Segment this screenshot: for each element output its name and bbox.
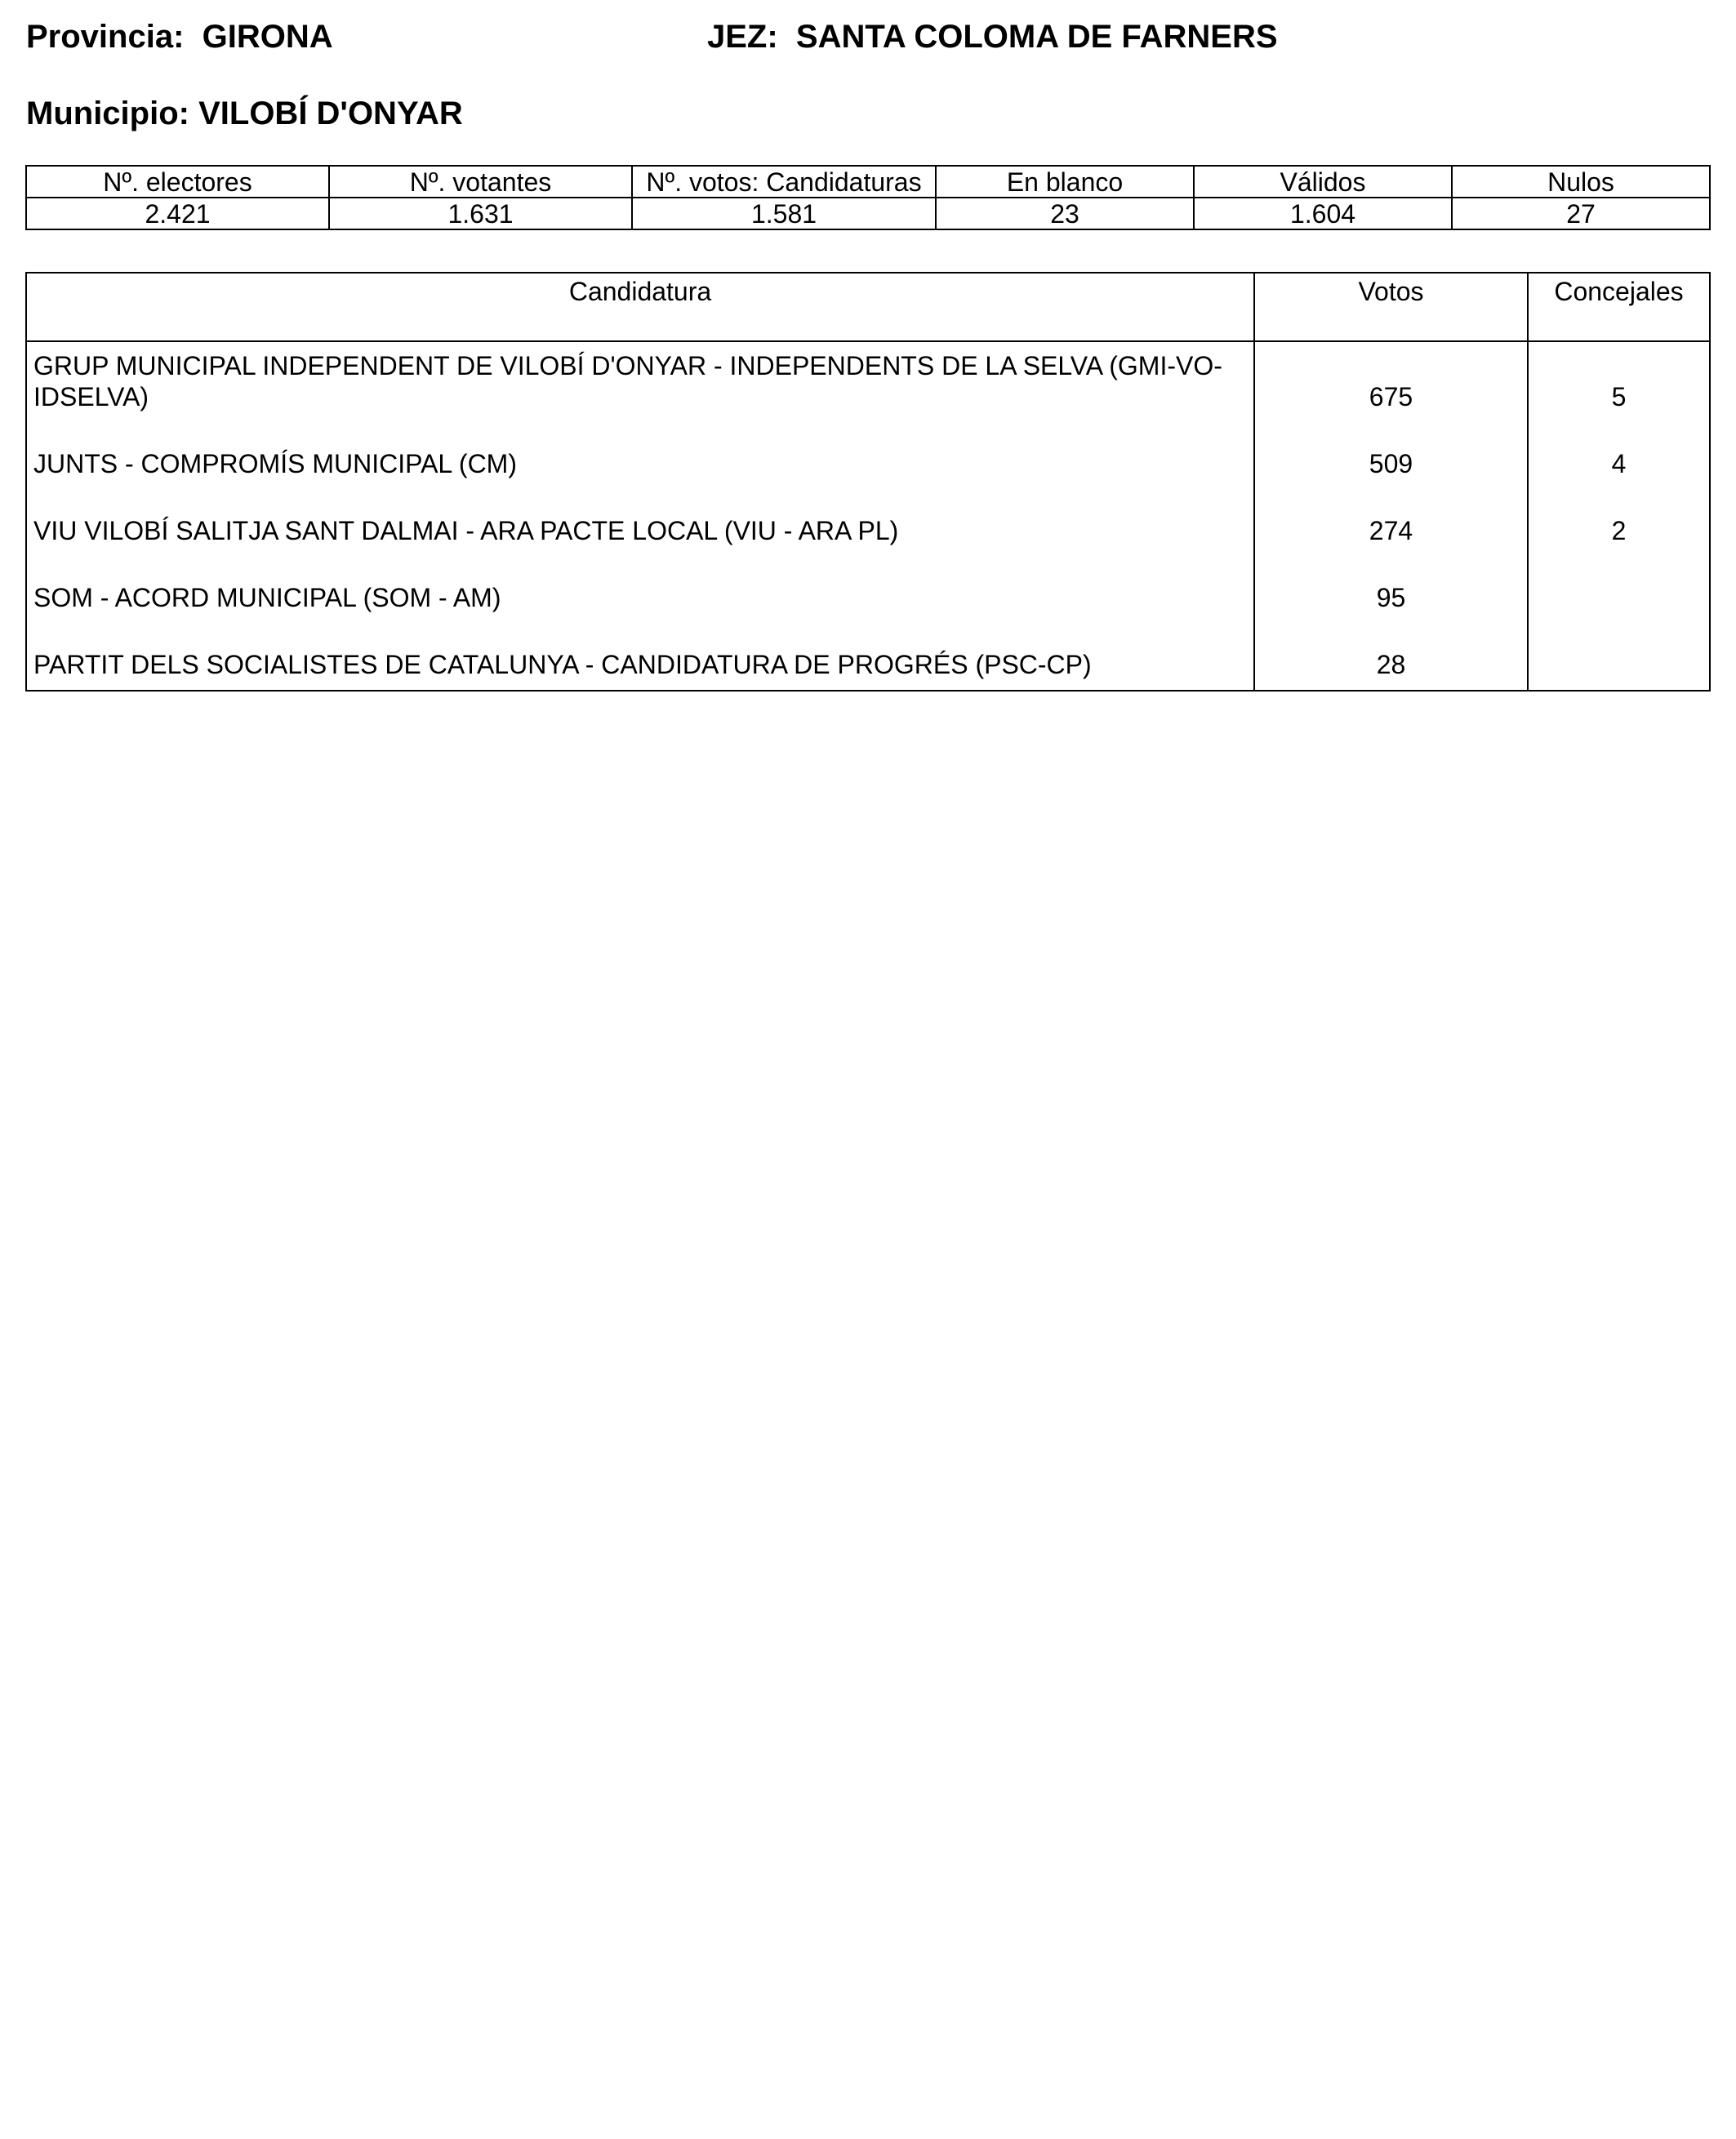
results-table: [25, 272, 1711, 692]
table-row: [26, 341, 1710, 422]
summary-value-votos-candidaturas: 1.581: [632, 198, 936, 229]
candidatura-concejales: 5: [1528, 341, 1710, 422]
summary-header-row: [26, 166, 1710, 198]
jez-label: JEZ:: [707, 19, 778, 55]
candidatura-votos: 95: [1254, 556, 1528, 623]
summary-header-electores: Nº. electores: [26, 166, 329, 198]
summary-value-votantes: 1.631: [329, 198, 632, 229]
results-header-candidatura: Candidatura: [26, 273, 1254, 341]
candidatura-votos: 274: [1254, 489, 1528, 556]
municipio-heading: [26, 95, 463, 132]
municipio-label: Municipio:: [26, 96, 189, 131]
candidatura-concejales: 4: [1528, 422, 1710, 489]
candidatura-name: GRUP MUNICIPAL INDEPENDENT DE VILOBÍ D'ONYAR - INDEPENDENTS DE LA SELVA (GMI-VO-IDSELVA): [26, 341, 1254, 422]
summary-value-nulos: 27: [1452, 198, 1710, 229]
summary-header-nulos: Nulos: [1452, 166, 1710, 198]
candidatura-votos: 509: [1254, 422, 1528, 489]
table-row: [26, 489, 1710, 556]
summary-table: [25, 165, 1711, 230]
candidatura-concejales: [1528, 556, 1710, 623]
candidatura-name: PARTIT DELS SOCIALISTES DE CATALUNYA - CANDIDATURA DE PROGRÉS (PSC-CP): [26, 623, 1254, 691]
results-header-row: [26, 273, 1710, 341]
candidatura-concejales: [1528, 623, 1710, 691]
candidatura-name: JUNTS - COMPROMÍS MUNICIPAL (CM): [26, 422, 1254, 489]
jez-heading: [707, 18, 1278, 56]
summary-value-validos: 1.604: [1194, 198, 1452, 229]
candidatura-name: SOM - ACORD MUNICIPAL (SOM - AM): [26, 556, 1254, 623]
summary-value-en-blanco: 23: [936, 198, 1194, 229]
summary-header-votos-candidaturas: Nº. votos: Candidaturas: [632, 166, 936, 198]
table-row: [26, 422, 1710, 489]
provincia-label: Provincia:: [26, 19, 185, 55]
summary-header-votantes: Nº. votantes: [329, 166, 632, 198]
provincia-value: GIRONA: [202, 19, 333, 55]
candidatura-votos: 28: [1254, 623, 1528, 691]
municipio-value: VILOBÍ D'ONYAR: [198, 96, 463, 131]
results-header-concejales: Concejales: [1528, 273, 1710, 341]
provincia-heading: [26, 18, 333, 56]
summary-value-electores: 2.421: [26, 198, 329, 229]
jez-value: SANTA COLOMA DE FARNERS: [795, 19, 1278, 55]
results-header-votos: Votos: [1254, 273, 1528, 341]
summary-header-validos: Válidos: [1194, 166, 1452, 198]
candidatura-votos: 675: [1254, 341, 1528, 422]
table-row: [26, 556, 1710, 623]
table-row: [26, 623, 1710, 691]
summary-values-row: [26, 198, 1710, 229]
candidatura-concejales: 2: [1528, 489, 1710, 556]
summary-header-en-blanco: En blanco: [936, 166, 1194, 198]
candidatura-name: VIU VILOBÍ SALITJA SANT DALMAI - ARA PACTE LOCAL (VIU - ARA PL): [26, 489, 1254, 556]
